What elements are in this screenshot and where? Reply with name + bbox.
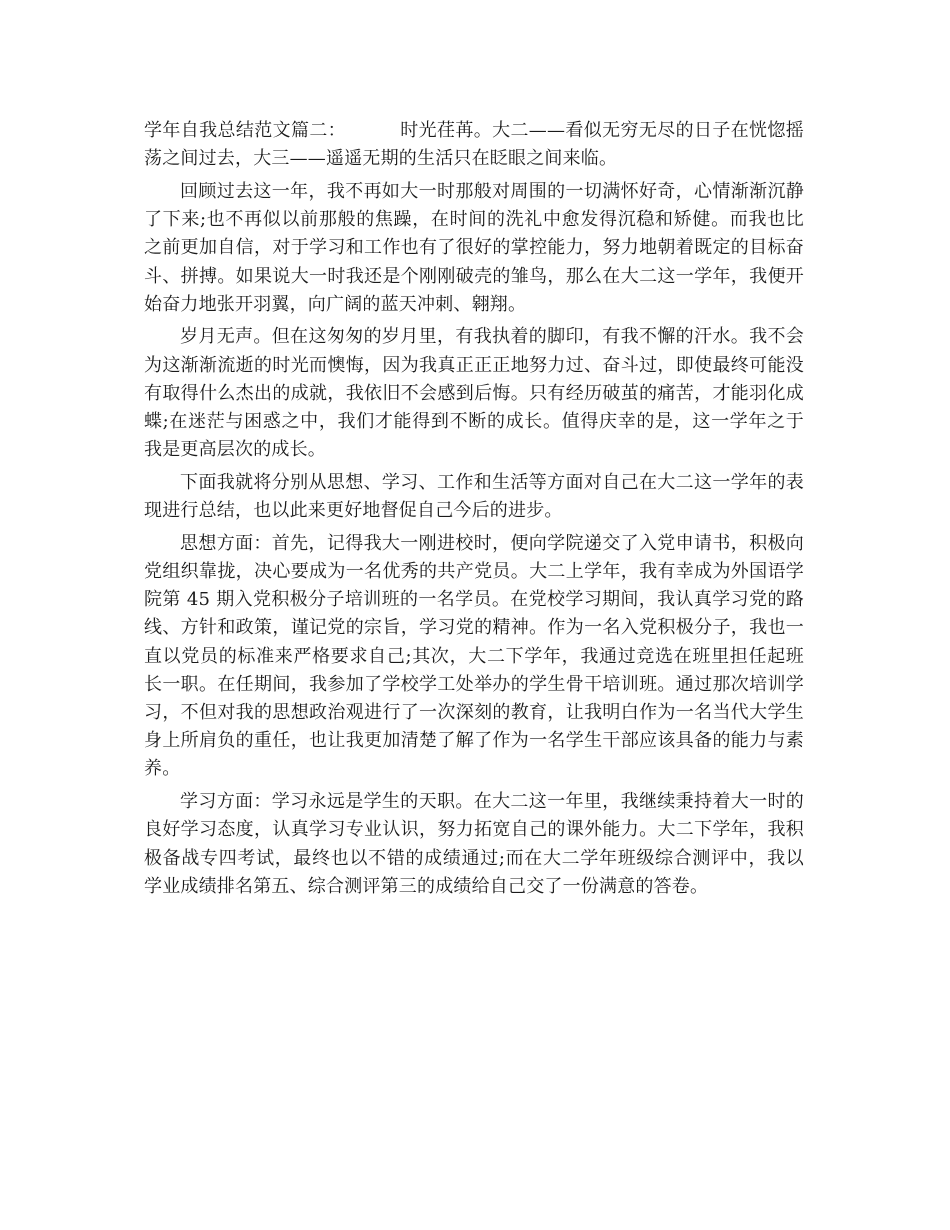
- paragraph-review: 回顾过去这一年，我不再如大一时那般对周围的一切满怀好奇，心情渐渐沉静了下来;也不再似以前那般的焦躁，在时间的洗礼中愈发得沉稳和矫健。而我也比之前更加自信，对于学习和工作也有了很好的掌控能力，努力地朝着既定的目标奋斗、拼搏。如果说大一时我还是个刚刚破壳的雏鸟，那么在大二这一学年，我便开始奋力地张开羽翼，向广阔的蓝天冲刺、翱翔。: [144, 180, 804, 315]
- intro-text: 时光荏苒。大二——看似无穷无尽的日子在恍惚摇荡之间过去，大三——遥遥无期的生活只在眨眼之间来临。: [144, 120, 804, 170]
- paragraph-study: 学习方面：学习永远是学生的天职。在大二这一年里，我继续秉持着大一时的良好学习态度，认真学习专业认识，努力拓宽自己的课外能力。大二下学年，我积极备战专四考试，最终也以不错的成绩通过;而在大二学年班级综合测评中，我以学业成绩排名第五、综合测评第三的成绩给自己交了一份满意的答卷。: [144, 791, 804, 897]
- document-body: [144, 117, 804, 905]
- paragraph-years: 岁月无声。但在这匆匆的岁月里，有我执着的脚印，有我不懈的汗水。我不会为这渐渐流逝的时光而懊悔，因为我真正正正地努力过、奋斗过，即使最终可能没有取得什么杰出的成就，我依旧不会感到后悔。只有经历破茧的痛苦，才能羽化成蝶;在迷茫与困惑之中，我们才能得到不断的成长。值得庆幸的是，这一学年之于我是更高层次的成长。: [144, 326, 804, 461]
- paragraph-overview: 下面我就将分别从思想、学习、工作和生活等方面对自己在大二这一学年的表现进行总结，也以此来更好地督促自己今后的进步。: [144, 471, 804, 522]
- intro-paragraph: [144, 117, 804, 173]
- paragraph-ideology: 思想方面：首先，记得我大一刚进校时，便向学院递交了入党申请书，积极向党组织靠拢，决心要成为一名优秀的共产党员。大二上学年，我有幸成为外国语学院第 45 期入党积极分子培训班的一名学员。在党校学习期间，我认真学习党的路线、方针和政策，谨记党的宗旨，学习党的精神。作为一名入党积极分子，我也一直以党员的标准来严格要求自己;其次，大二下学年，我通过竞选在班里担任起班长一职。在任期间，我参加了学校学工处举办的学生骨干培训班。通过那次培训学习，不但对我的思想政治观进行了一次深刻的教育，让我明白作为一名当代大学生身上所肩负的重任，也让我更加清楚了解了作为一名学生干部应该具备的能力与素养。: [144, 532, 804, 780]
- intro-label: 学年自我总结范文篇二：: [144, 120, 347, 141]
